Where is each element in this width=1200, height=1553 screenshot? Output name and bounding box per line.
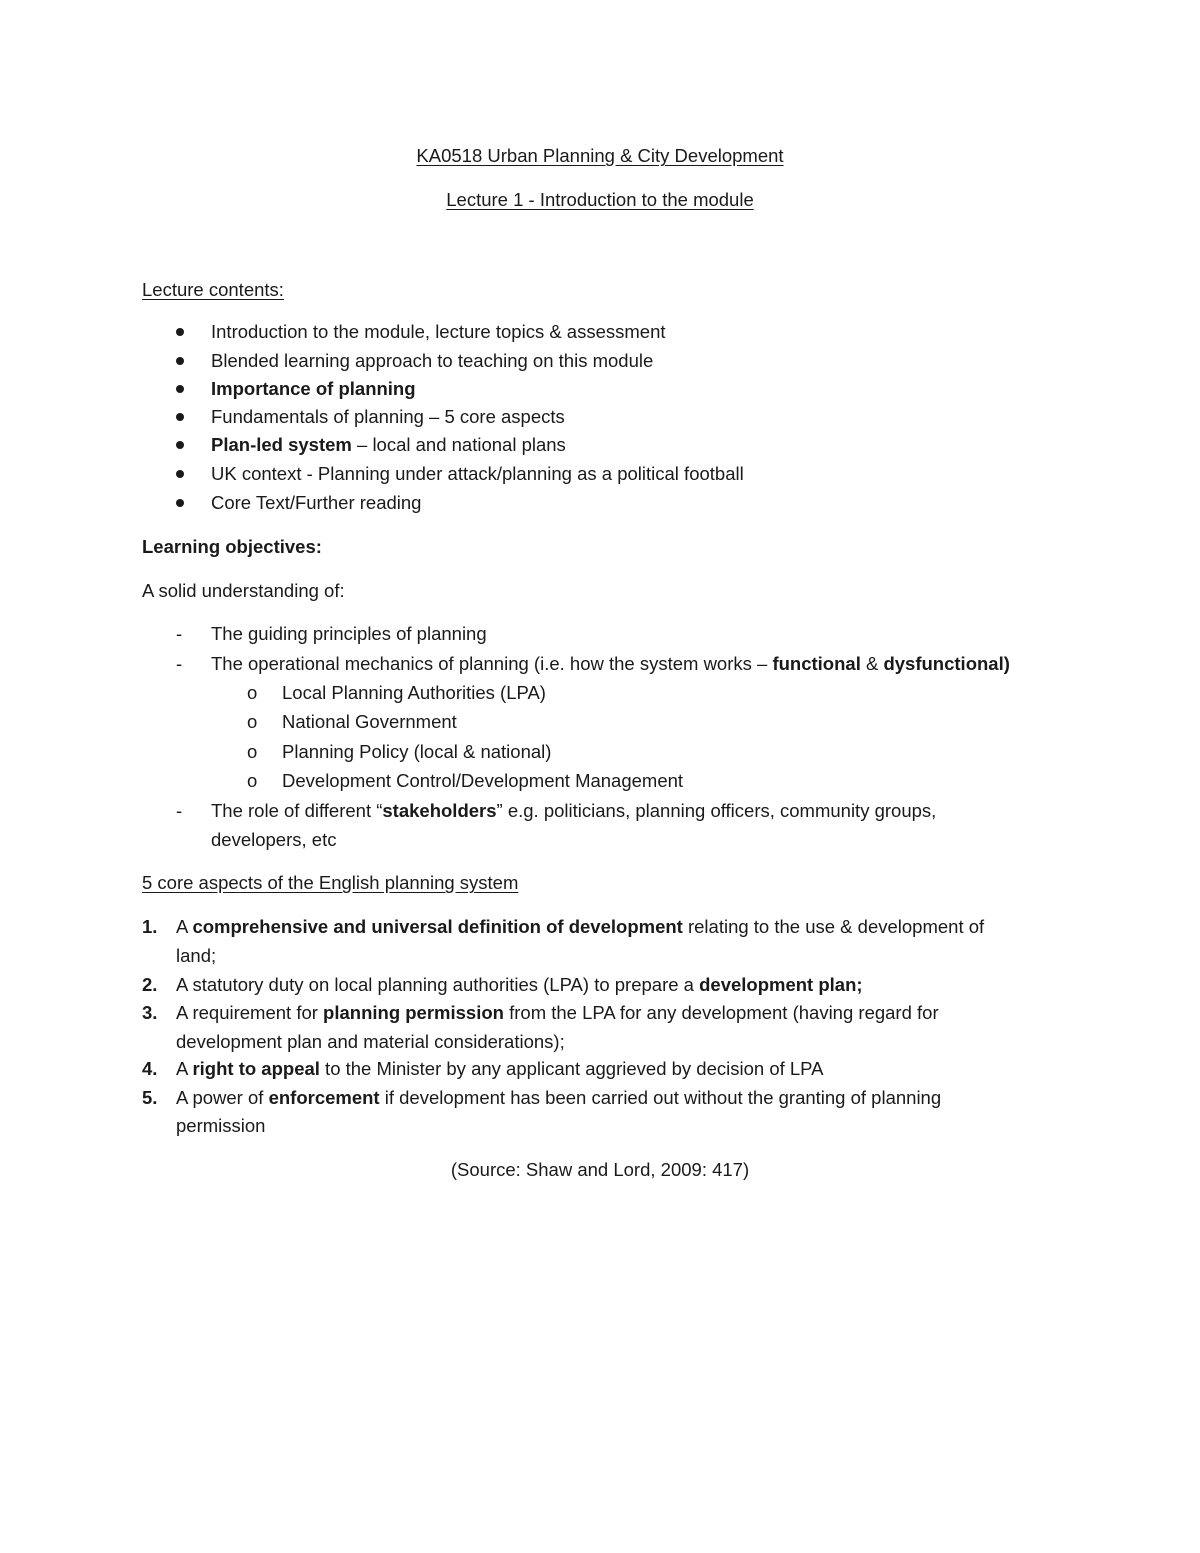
aspect-text: A	[176, 916, 193, 937]
bullet-icon	[176, 385, 184, 393]
objective-sub-item: Development Control/Development Management	[282, 770, 684, 791]
list-item-text: – local and national plans	[351, 434, 566, 455]
bullet-icon	[176, 413, 184, 421]
list-item: Core Text/Further reading	[211, 492, 422, 513]
objective-sub-item: National Government	[282, 711, 457, 732]
aspect-number: 5.	[142, 1087, 158, 1108]
aspect-bold: right to appeal	[192, 1058, 320, 1079]
contents-heading: Lecture contents:	[142, 279, 284, 300]
objective-text: &	[860, 653, 884, 674]
objective-sub-item: Local Planning Authorities (LPA)	[282, 682, 546, 703]
list-item	[211, 436, 566, 455]
bullet-icon	[176, 499, 184, 507]
objective-bold: dysfunctional)	[883, 653, 1010, 674]
aspect-item	[176, 976, 863, 995]
aspect-text: from the LPA for any development (having regard for	[503, 1002, 939, 1023]
objective-item-continuation: developers, etc	[211, 829, 337, 850]
aspect-text: to the Minister by any applicant aggrieved by decision of LPA	[319, 1058, 824, 1079]
aspect-text: relating to the use & development of	[682, 916, 985, 937]
aspect-item	[176, 918, 984, 937]
aspect-bold: comprehensive and universal definition of development	[192, 916, 683, 937]
sub-marker: o	[247, 682, 258, 703]
list-item: UK context - Planning under attack/planning as a political football	[211, 463, 744, 484]
list-item: Blended learning approach to teaching on this module	[211, 350, 654, 371]
aspect-text: A power of	[176, 1087, 269, 1108]
objective-bold: stakeholders	[382, 800, 497, 821]
dash-marker: -	[176, 800, 183, 821]
page-title	[0, 147, 1200, 166]
dash-marker: -	[176, 623, 183, 644]
list-item: Fundamentals of planning – 5 core aspects	[211, 406, 565, 427]
page-title-text: KA0518 Urban Planning & City Development	[416, 145, 784, 166]
objective-item	[211, 655, 1010, 674]
objective-text: The operational mechanics of planning (i.e. how the system works –	[211, 653, 773, 674]
objective-item	[211, 802, 936, 821]
aspect-item-continuation: land;	[176, 945, 217, 966]
bullet-icon	[176, 441, 184, 449]
bullet-icon	[176, 357, 184, 365]
bullet-icon	[176, 470, 184, 478]
aspects-heading: 5 core aspects of the English planning system	[142, 872, 519, 893]
aspect-item	[176, 1004, 939, 1023]
bullet-icon	[176, 328, 184, 336]
aspect-text: if development has been carried out without the granting of planning	[379, 1087, 942, 1108]
aspect-number: 3.	[142, 1002, 158, 1023]
sub-marker: o	[247, 741, 258, 762]
list-item: Importance of planning	[211, 378, 416, 399]
objective-text: The role of different “	[211, 800, 383, 821]
aspect-item	[176, 1060, 823, 1079]
dash-marker: -	[176, 653, 183, 674]
objectives-heading: Learning objectives:	[142, 536, 322, 557]
objective-text: ” e.g. politicians, planning officers, community groups,	[496, 800, 937, 821]
sub-marker: o	[247, 770, 258, 791]
aspect-text: A requirement for	[176, 1002, 324, 1023]
aspect-bold: development plan;	[699, 974, 863, 995]
sub-marker: o	[247, 711, 258, 732]
page-subtitle	[0, 191, 1200, 210]
aspect-item-continuation: permission	[176, 1115, 266, 1136]
objective-bold: functional	[772, 653, 861, 674]
aspect-number: 1.	[142, 916, 158, 937]
list-item: Introduction to the module, lecture topics & assessment	[211, 321, 666, 342]
aspect-number: 4.	[142, 1058, 158, 1079]
aspect-text: A	[176, 1058, 193, 1079]
objective-sub-item: Planning Policy (local & national)	[282, 741, 552, 762]
aspect-bold: enforcement	[268, 1087, 380, 1108]
aspect-item-continuation: development plan and material considerations);	[176, 1031, 565, 1052]
aspect-text: A statutory duty on local planning authorities (LPA) to prepare a	[176, 974, 700, 995]
aspect-number: 2.	[142, 974, 158, 995]
aspect-item	[176, 1089, 941, 1108]
source-citation: (Source: Shaw and Lord, 2009: 417)	[450, 1159, 750, 1180]
aspect-bold: planning permission	[323, 1002, 504, 1023]
objectives-intro: A solid understanding of:	[142, 580, 345, 601]
objective-item: The guiding principles of planning	[211, 623, 487, 644]
list-item-bold: Plan-led system	[211, 434, 352, 455]
page-subtitle-text: Lecture 1 - Introduction to the module	[446, 189, 754, 210]
